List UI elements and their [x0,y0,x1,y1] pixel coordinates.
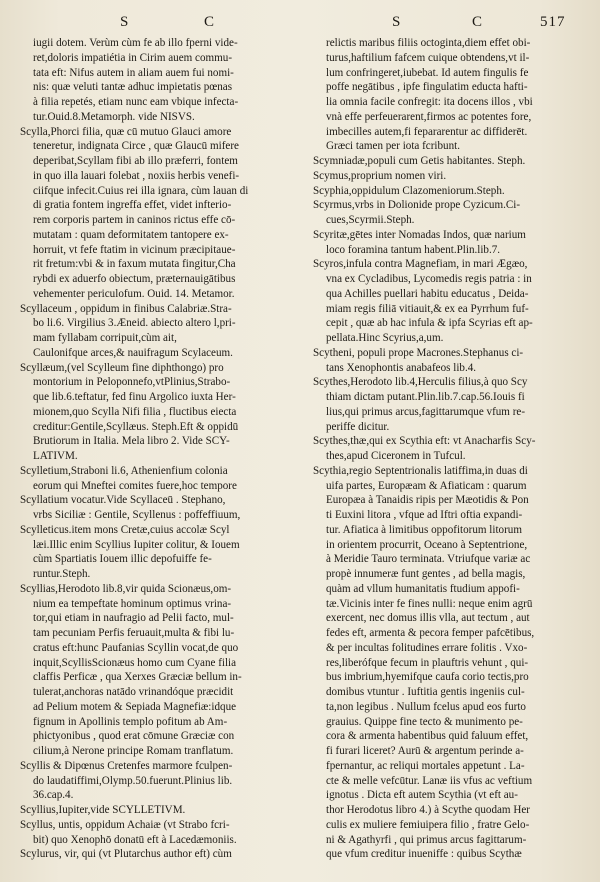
text-line: fedes eft, armenta & pecora femper pafcētibus, [326,627,535,639]
text-line: turus,haftilium fafcem cuique obtendens,vt il- [326,51,530,64]
text-line: Scylurus, vir, qui (vt Plutarchus author eft) cùm [20,848,232,861]
text-line: cùm Spartiatis Iouem illic depofuiffe fe- [33,553,212,566]
running-head [0,14,600,36]
text-line: Scyphia,oppidulum Clazomeniorum.Steph. [313,184,505,197]
text-line: vehementer periculofum. Ouid. 14. Metamor. [33,287,235,300]
text-line: rem corporis partem in caninos rictus effe cō- [33,214,236,226]
text-line: iugii dotem. Verùm cùm fe ab illo fperni vide- [33,37,238,49]
text-line: bo li.6. Virgilius 3.Æneid. abiecto altero l,pri- [33,317,236,330]
text-line: do laudatiffimi,Olymp.50.fuerunt.Plinius lib. [33,774,233,787]
text-line: Scyllaceum , oppidum in finibus Calabriæ.Stra- [20,302,232,315]
text-line: à filia repetés, etiam nunc eam vbique infecta- [33,96,239,108]
text-line: fignum in Apollinis templo pofitum ab Am- [33,715,228,728]
text-line: tur. Afiatica à limitibus oppofitorum litorum [326,523,522,536]
text-line: Caulonifque arces,& nauifragum Scylaceum. [33,346,233,359]
text-line: ignotus . Dicta eft autem Scythia (vt eft au- [326,789,518,802]
text-line: & per incultas folitudines errare folitis . Vxo- [326,641,528,654]
text-line: Scyllias,Herodoto lib.8,vir quida Scionæus,om- [20,582,232,595]
text-line: mam fyllabam corripuit,cùm ait, [33,332,177,344]
text-line: à Meridie Tauro terminata. Vtriufque variæ ac [326,553,531,566]
text-line: periffe dicitur. [326,420,390,433]
text-line: Brutiorum in Italia. Mela libro 2. Vide SCY- [33,435,230,448]
text-line: miam regis filiā vitiauit,& ex ea Pyrrhum fuf- [326,302,529,315]
text-line: Scythia,regio Septentrionalis latiffima,in duas di [313,464,528,477]
right-column [313,36,583,862]
text-line: LATIVM. [33,450,78,462]
text-line: cues,Scyrmii.Steph. [326,214,415,226]
text-line: Scyllus, untis, oppidum Achaiæ (vt Strabo fcri- [20,818,230,831]
text-line: pellata.Hinc Scyrius,a,um. [326,332,444,344]
text-line: culis ex muliere femiuipera filio , fratre Gelo- [326,818,530,831]
text-line: 36.cap.4. [33,789,74,802]
text-line: phictyonibus , quod erat cōmune Græciæ con [33,730,235,743]
text-line: inquit,ScyllisScionæus homo cum Cyane filia [33,656,237,669]
header-letter-right-s: S [392,14,402,30]
text-line: cepit , quæ ab hac infula & ipfa Scyrias eft ap- [326,317,533,330]
text-line: Scyrmus,vrbs in Dolionide prope Cyzicum.Ci- [313,199,521,212]
text-line: ta,non legibus . Nullum fcelus apud eos furto [326,700,526,713]
text-line: Scylletium,Straboni li.6, Athenienfium colonia [20,464,228,477]
text-line: Scylleticus.item mons Cretæ,cuius accolæ Scyl [20,523,230,536]
text-line: nis: quæ veluti tantæ adhuc impietatis pœnas [33,81,233,94]
text-line: grauius. Quippe fine tecto & munimento pe- [326,715,523,728]
text-line: imbecilles autem,fi fepararentur ac diffiderēt. [326,125,528,138]
text-line: quàm ad vllum humanitatis ftudium appofi- [326,582,520,595]
text-line: Græci tamen per iota fcribunt. [326,140,461,153]
text-line: in quo illa lauari folebat , noxiis herbis venefi- [33,169,240,182]
text-line: Scythes,thæ,qui ex Scythia eft: vt Anacharfis Scy- [313,435,536,448]
text-line: uifa partes, Europæam & Afiaticam : quarum [326,479,527,492]
text-line: rybdi ex aduerfo obiectum, præternauigātibus [33,273,236,285]
text-line: tæ.Vicinis inter fe fines nulli: neque enim agrū [326,597,533,610]
text-line: Scyritæ,gētes inter Nomadas Indos, quæ narium [313,228,526,241]
text-line: cratus eft:hunc Paufanias Scyllin vocat,de quo [33,641,239,654]
text-line: ti Euxini litora , vfque ad Iftri oftia expandi- [326,509,523,521]
text-line: bit) quo Xenophō donatū eft à Lacedæmoniis. [33,833,237,846]
text-line: deperibat,Scyllam fibi ab illo præferri, fontem [33,155,238,167]
text-line: ad Pelium motem & Sepiada Magnefiæ:idque [33,700,237,713]
text-line: Scyllis & Dipœnus Cretenfes marmore fculpen- [20,759,233,772]
text-line: tulerat,anchoras natādo vrinandóque præcidit [33,686,234,698]
text-line: thiam dictam putant.Plin.lib.7.cap.56.Iouis fi [326,391,525,403]
text-line: domibus vtuntur . Iuftitia gentis ingeniis cul- [326,686,525,698]
page-number: 517 [540,14,566,30]
text-line: cte & melle vefcūtur. Lanæ iis vfus ac veftium [326,774,533,787]
text-line: vnà effe perfeuerarent,firmos ac potentes fore, [326,110,532,123]
text-line: thes,apud Ciceronem in Tufcul. [326,450,466,462]
text-line: in orientem procurrit, Oceano à Septentrione, [326,538,528,551]
text-line: mionem,quo Scylla Nifi filia , fluctibus eiecta [33,405,237,418]
text-line: lia omnia facile confregit: ita docens illos , vbi [326,96,533,108]
text-line: qua Achilles puellari habitu educatus , Deida- [326,287,529,300]
text-line: poffe negātibus , ipfe fingulatim educta hafti- [326,81,528,94]
text-line: di gratia fontem ingreffa effet, videt infterio- [33,199,232,212]
text-line: propè innumeræ funt gentes , ad bella magis, [326,568,526,580]
text-line: que vfum creditur inueniffe : quibus Scythæ [326,848,522,861]
text-line: mutatam : quam deformitatem tantopere ex- [33,228,229,241]
text-line: res,liberófque fecum in plauftris vehunt , qui- [326,656,529,669]
text-line: Scythes,Herodoto lib.4,Herculis filius,à quo Scy [313,376,528,389]
text-line: montorium in Peloponnefo,vtPlinius,Strabo- [33,376,231,389]
text-line: læi.Illic enim Scyllius Iupiter colitur, & Iouem [33,538,240,551]
text-line: Scyllius,Iupiter,vide SCYLLETIVM. [20,804,186,816]
text-line: horruit, vt fefe ftatim in vicinum præcipitaue- [33,243,236,256]
text-line: rit fretum:vbi & in faxum mutata fingitur,Cha [33,258,236,271]
header-letter-left-c: C [204,14,216,30]
text-line: Scyllatium vocatur.Vide Scyllaceū . Stephano, [20,494,226,507]
text-line: Scytheni, populi prope Macrones.Stephanus ci- [313,346,524,359]
text-line: Scyllæum,(vel Scylleum fine diphthongo) pro [20,361,224,374]
text-line: ciifque infecit.Cuius rei illa ignara, cùm lauan di [33,184,249,197]
text-line: thor Herodotus libro 4.) à Scythe quodam Her [326,804,530,816]
text-line: tata eft: Nifus autem in aliam auem fui nomi- [33,66,234,79]
text-line: nium ea tempeftate hominum optimus vrina- [33,597,232,610]
text-line: cilium,à Nerone principe Romam tranflatum. [33,745,234,757]
text-line: teneretur, indignata Circe , quæ Glaucū mifere [33,140,239,153]
text-line: Europæa à Tanaidis ripis per Mæotidis & Pon [326,494,529,507]
text-line: claffis Perficæ , qua Xerxes Græciæ bellum in- [33,671,242,684]
text-line: vrbs Siciliæ : Gentile, Scyllenus : poffeffiuum, [33,509,241,521]
text-line: tans Xenophontis anabafeos lib.4. [326,361,477,374]
text-line: ni & Agathyrfi , qui primus arcus fagittarum- [326,833,527,846]
text-line: tur.Ouid.8.Metamorph. vide NISVS. [33,110,195,123]
text-line: tor,qui etiam in naufragio ad Pelii facto, mul- [33,612,234,625]
text-line: runtur.Steph. [33,568,91,580]
text-line: exercent, nec domus illis vlla, aut tectum , aut [326,612,530,625]
text-line: que lib.6.teftatur, fed finu Argolico iuxta Her- [33,391,236,403]
text-line: cora & armenta habentibus quid faluum effet, [326,730,529,743]
text-line: Scyros,infula contra Magnefiam, in mari Ægæo, [313,258,528,271]
text-line: tam pecuniam Perfis feruauit,multa & fibi lu- [33,627,235,639]
text-line: fpernantur, ac reliqui mortales appetunt . La- [326,759,525,772]
text-line: lius,qui primus arcus,fagittarumque vfum re- [326,405,526,418]
text-line: fi furari liceret? Aurū & argentum perinde a- [326,745,524,757]
text-line: loco foramina tantum habent.Plin.lib.7. [326,243,501,256]
text-line: ret,doloris impatiétia in Cirim auem commu- [33,51,233,64]
header-letter-right-c: C [472,14,484,30]
text-line: Scylla,Phorci filia, quæ cū mutuo Glauci amore [20,125,232,138]
text-line: Scymus,proprium nomen viri. [313,169,447,182]
text-line: lum confringeret,iubebat. Id autem fingulis fe [326,66,529,79]
text-line: eorum qui Mneftei comites fuere,hoc tempore [33,479,237,492]
text-line: creditur:Gentile,Scyllæus. Steph.Eft & oppidū [33,420,239,433]
text-line: Scymniadæ,populi cum Getis habitantes. Steph. [313,155,526,167]
text-line: vna ex Cycladibus, Lycomedis regis patria : in [326,273,532,285]
text-line: relictis maribus filiis octoginta,diem effet obi- [326,37,531,49]
text-line: bus imbrium,hyemifque caufa corio tectis,pro [326,671,529,684]
left-column [20,36,290,862]
header-letter-left-s: S [120,14,130,30]
